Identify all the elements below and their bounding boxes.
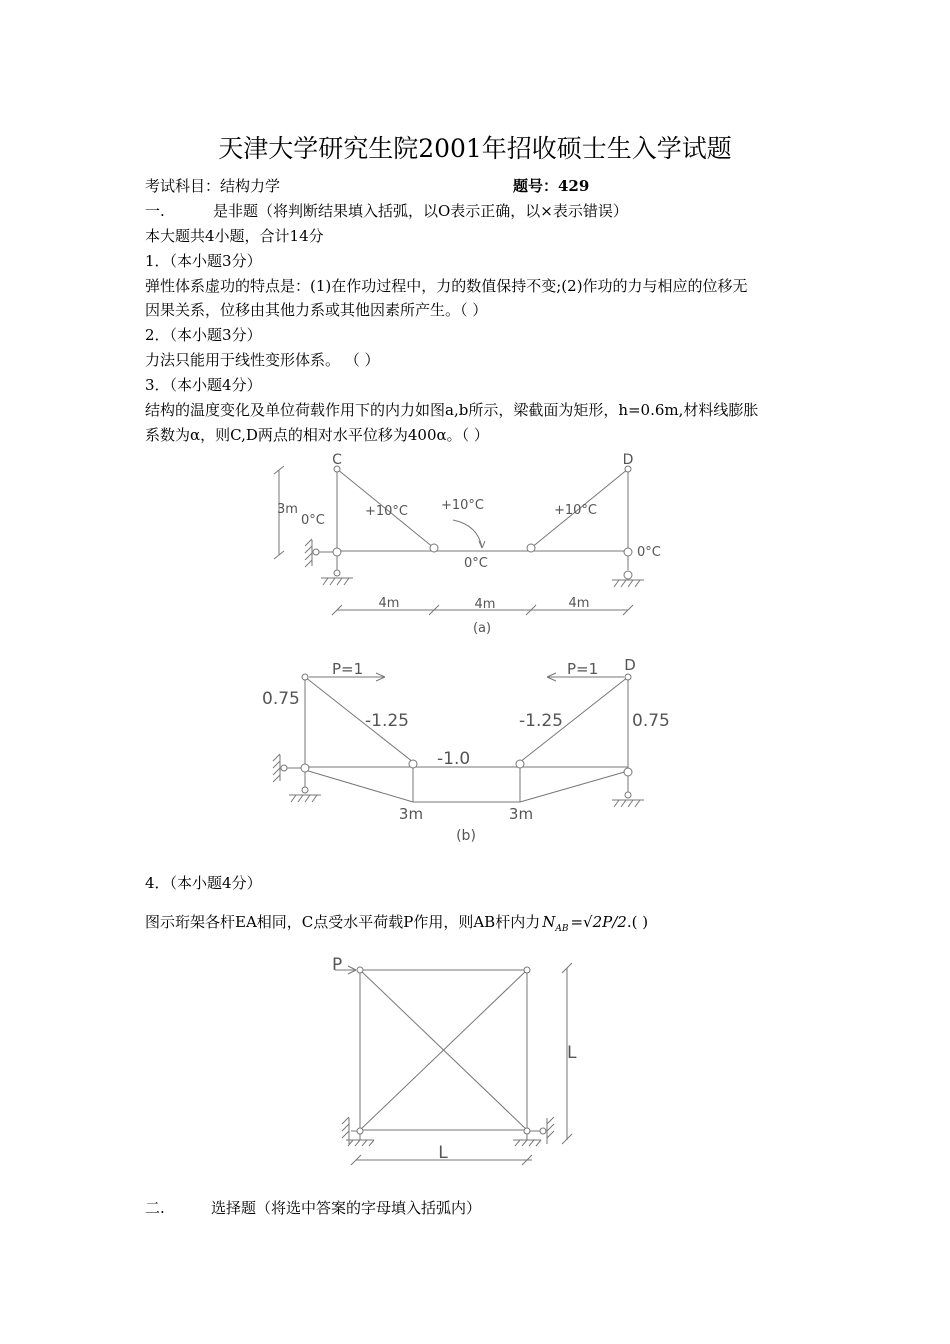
fig-c-length-bottom: L — [438, 1143, 448, 1163]
q3-line1: 结构的温度变化及单位荷载作用下的内力如图a,b所示，梁截面为矩形，h=0.6m,材料线膨胀 — [145, 401, 759, 419]
q3-heading: 3．（本小题4分） — [145, 376, 262, 394]
fig-a-span-1: 4m — [378, 596, 400, 611]
q4-text: 图示珩架各杆EA相同，C点受水平荷载P作用，则AB杆内力 — [145, 913, 541, 931]
fig-b-force-right-diag: -1.25 — [519, 711, 563, 731]
section2-number: 二. — [145, 1199, 165, 1217]
fig-b-force-mid: -1.0 — [437, 749, 471, 769]
fig-b-label-d: D — [624, 656, 636, 674]
fig-b-force-left-post: 0.75 — [262, 689, 300, 709]
q4-heading: 4．（本小题4分） — [145, 874, 262, 892]
fig-a-temp-diag-left: +10°C — [365, 504, 409, 519]
q4-tail: .( ) — [626, 913, 649, 931]
fig-b-post-right: 3m — [508, 805, 534, 823]
fig-c-load-p: P — [332, 955, 343, 975]
fig-b-load-left: P=1 — [332, 660, 364, 678]
fig-b-load-right: P=1 — [567, 660, 599, 678]
fig-b-force-right-post: 0.75 — [632, 711, 670, 731]
fig-c-length-side: L — [567, 1043, 577, 1063]
section1-title: 是非题（将判断结果填入括弧，以O表示正确，以×表示错误） — [213, 202, 628, 220]
section1-number: 一. — [145, 202, 165, 220]
q4-formula-sub: AB — [555, 924, 569, 934]
fig-a-span-2: 4m — [474, 597, 496, 612]
q2-heading: 2．（本小题3分） — [145, 326, 262, 344]
fig-a-height: 3m — [277, 502, 298, 517]
q4-formula-n: N — [542, 913, 556, 931]
fig-a-caption: (a) — [472, 621, 492, 636]
fig-a-temp-top: +10°C — [441, 498, 485, 513]
fig-a-label-c: C — [332, 452, 342, 468]
fig-a-label-d: D — [622, 452, 634, 468]
fig-b-force-left-diag: -1.25 — [365, 711, 409, 731]
fig-b-caption: (b) — [456, 828, 476, 844]
exam-code: 题号：429 — [513, 177, 590, 195]
q3-line2: 系数为α，则C,D两点的相对水平位移为400α。（ ） — [145, 426, 489, 444]
q1-line1: 弹性体系虚功的特点是：(1)在作功过程中，力的数值保持不变;(2)作功的力与相应的位移无 — [145, 277, 748, 295]
page-title: 天津大学研究生院2001年招收硕士生入学试题 — [218, 134, 732, 163]
fig-b-post-left: 3m — [398, 805, 424, 823]
q2-line1: 力法只能用于线性变形体系。 （ ） — [145, 351, 380, 369]
section2-title: 选择题（将选中答案的字母填入括弧内） — [211, 1199, 482, 1217]
fig-a-temp-right: 0°C — [637, 545, 661, 560]
fig-a-temp-bottom: 0°C — [464, 556, 488, 571]
fig-a-temp-left: 0°C — [301, 513, 325, 528]
fig-a-span-3: 4m — [568, 596, 590, 611]
q1-heading: 1．（本小题3分） — [145, 252, 262, 270]
exam-subject: 考试科目：结构力学 — [145, 177, 281, 195]
section1-intro: 本大题共4小题，合计14分 — [145, 227, 324, 245]
q4-formula-rest: =√2P/2 — [570, 913, 627, 931]
q1-line2: 因果关系，位移由其他力系或其他因素所产生。（ ） — [145, 301, 488, 319]
fig-a-temp-diag-right: +10°C — [554, 503, 598, 518]
